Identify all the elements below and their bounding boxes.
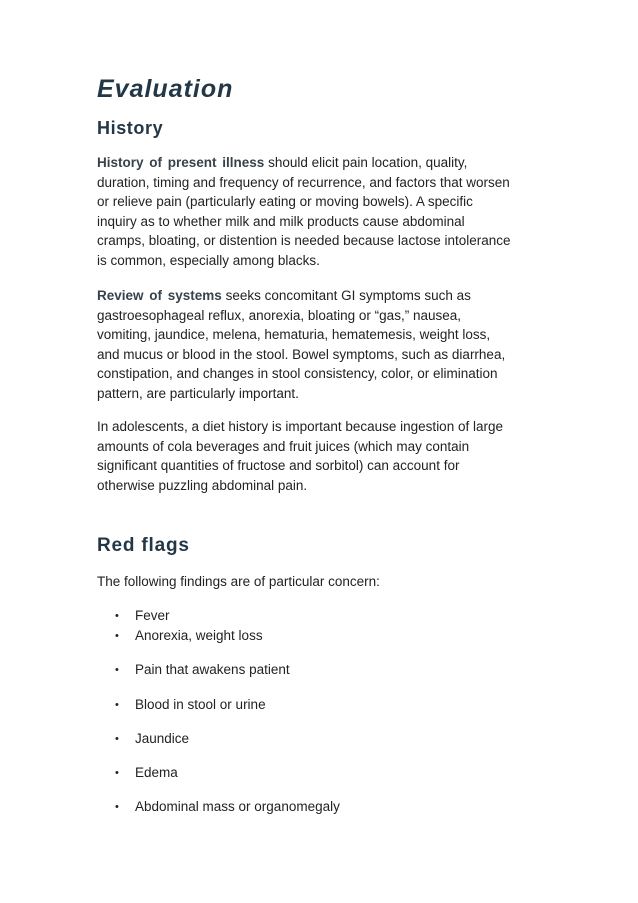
paragraph-line: and mucus or blood in the stool. Bowel symptoms, such as diarrhea,: [97, 346, 506, 362]
paragraph-line: cramps, bloating, or distention is needed because lactose intolerance: [97, 233, 511, 249]
bullet-icon: •: [115, 733, 119, 745]
list-item-text: Jaundice: [135, 731, 190, 746]
bullet-icon: •: [115, 664, 119, 676]
list-item: [115, 730, 189, 748]
paragraph-line: is common, especially among blacks.: [97, 252, 320, 268]
list-item: [115, 627, 263, 645]
paragraph-text: should elicit pain location, quality,: [268, 155, 468, 170]
red-flags-intro: The following findings are of particular concern:: [97, 574, 380, 589]
paragraph-line: vomiting, jaundice, melena, hematuria, hematemesis, weight loss,: [97, 327, 491, 343]
list-item-text: Anorexia, weight loss: [135, 628, 263, 643]
paragraph-text: seeks concomitant GI symptoms such as: [225, 288, 471, 303]
list-item: [115, 798, 340, 816]
page-title: Evaluation: [97, 75, 234, 103]
bullet-icon: •: [115, 610, 119, 622]
list-item: [115, 696, 266, 714]
paragraph-lead-term: History of present illness: [97, 155, 265, 170]
paragraph-line: pattern, are particularly important.: [97, 385, 299, 401]
red-flags-heading: Red flags: [97, 535, 190, 556]
list-item-text: Edema: [135, 765, 178, 780]
list-item-text: Blood in stool or urine: [135, 697, 266, 712]
paragraph-line: otherwise puzzling abdominal pain.: [97, 477, 308, 493]
list-item-text: Pain that awakens patient: [135, 662, 290, 677]
paragraph-line: significant quantities of fructose and sorbitol) can account for: [97, 458, 460, 474]
list-item-text: Abdominal mass or organomegaly: [135, 799, 340, 814]
history-heading: History: [97, 118, 164, 138]
bullet-icon: •: [115, 767, 119, 779]
list-item-text: Fever: [135, 608, 170, 623]
bullet-icon: •: [115, 801, 119, 813]
bullet-icon: •: [115, 699, 119, 711]
paragraph-line: constipation, and changes in stool consistency, color, or elimination: [97, 366, 498, 382]
paragraph-lead-term: Review of systems: [97, 288, 222, 303]
paragraph-line: inquiry as to whether milk and milk products cause abdominal: [97, 213, 465, 229]
bullet-icon: •: [115, 630, 119, 642]
list-item: [115, 607, 170, 625]
paragraph-line: duration, timing and frequency of recurrence, and factors that worsen: [97, 174, 510, 190]
list-item: [115, 661, 290, 679]
red-flags-list: [97, 0, 547, 903]
paragraph-line: gastroesophageal reflux, anorexia, bloating or “gas,” nausea,: [97, 307, 461, 323]
paragraph-line: In adolescents, a diet history is important because ingestion of large: [97, 419, 503, 434]
paragraph-line: amounts of cola beverages and fruit juices (which may contain: [97, 438, 470, 454]
paragraph-line: or relieve pain (particularly eating or moving bowels). A specific: [97, 194, 473, 210]
list-item: [115, 764, 178, 782]
